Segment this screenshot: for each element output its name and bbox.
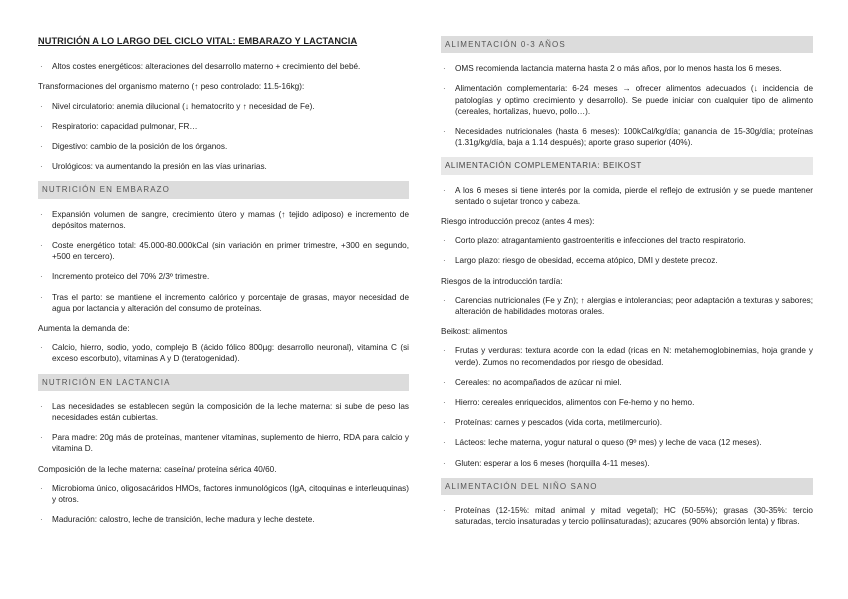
list-item (38, 342, 409, 364)
paragraph: Riesgos de la introducción tardía: (441, 276, 563, 286)
list-item-text: Nivel circulatorio: anemia dilucional (↓ hematocrito y ↑ necesidad de Fe). (52, 101, 315, 111)
list-item (38, 514, 409, 525)
list-item (441, 377, 813, 388)
list-item-text: Proteínas (12-15%: mitad animal y mitad vegetal); HC (50-55%); grasas (30-35%: tercio saturadas, tercio insaturadas y tercio poliinsaturadas); azucares (90% absorción lenta) y fibras. (455, 506, 813, 527)
bullet-icon: · (40, 121, 43, 131)
bullet-icon: · (443, 398, 446, 408)
bullet-icon: · (40, 433, 43, 443)
list-item-text: Urológicos: va aumentando la presión en las vías urinarias. (52, 162, 267, 172)
list-item-text: Respiratorio: capacidad pulmonar, FR… (52, 121, 198, 131)
bullet-icon: · (443, 256, 446, 266)
bullet-icon: · (40, 343, 43, 353)
paragraph: Composición de la leche materna: caseína/ proteína sérica 40/60. (38, 464, 277, 474)
list-item-text: Expansión volumen de sangre, crecimiento útero y mamas (↑ tejido adiposo) e incremento de depósitos maternos. (52, 209, 409, 230)
list-item (441, 458, 813, 469)
bullet-icon: · (443, 236, 446, 246)
bullet-icon: · (443, 346, 446, 356)
list-item-text: Calcio, hierro, sodio, yodo, complejo B (ácido fólico 800µg: desarrollo neuronal), vitamina C (si exceso escorbuto), vitaminas A y D (teratogenidad). (52, 343, 409, 364)
list-item-text: Necesidades nutricionales (hasta 6 meses): 100kCal/kg/día; ganancia de 15-30g/día; proteínas (1.31g/kg/día, baja a 1.14 después); aporte graso superior (40%). (455, 127, 813, 148)
list-item-text: Coste energético total: 45.000-80.000kCal (sin variación en primer trimestre, +300 en segundo, +500 en tercero). (52, 241, 409, 262)
bullet-icon: · (40, 241, 43, 251)
paragraph: Transformaciones del organismo materno (↑ peso controlado: 11.5-16kg): (38, 82, 305, 92)
bullet-icon: · (40, 272, 43, 282)
bullet-icon: · (40, 401, 43, 411)
section-header-beikost: ALIMENTACIÓN COMPLEMENTARIA: BEIKOST (441, 157, 813, 174)
section-header-alimentacion-0-3: ALIMENTACIÓN 0-3 AÑOS (441, 36, 813, 53)
section-header-lactancia: NUTRICIÓN EN LACTANCIA (38, 374, 409, 391)
list-item (38, 161, 409, 172)
list-item (38, 141, 409, 152)
embarazo-section (38, 209, 409, 365)
bullet-icon: · (443, 64, 446, 74)
paragraph: Aumenta la demanda de: (38, 324, 130, 334)
list-item (38, 101, 409, 112)
paragraph: Beikost: alimentos (441, 327, 508, 337)
list-item (441, 397, 813, 408)
alimentacion-0-3-section (441, 63, 813, 148)
lactancia-section (38, 401, 409, 526)
list-item (441, 505, 813, 527)
list-item (441, 437, 813, 448)
list-item-text: Largo plazo: riesgo de obesidad, eccema atópico, DMI y destete precoz. (455, 256, 718, 266)
list-item (441, 63, 813, 74)
list-item-text: Frutas y verduras: textura acorde con la edad (ricas en N: metahemoglobinemias, hoja grande y verde). Zumos no recomendados por riesgo de obesidad. (455, 346, 813, 367)
bullet-icon: · (40, 292, 43, 302)
bullet-icon: · (443, 438, 446, 448)
bullet-icon: · (443, 127, 446, 137)
list-item-text: OMS recomienda lactancia materna hasta 2 o más años, por lo menos hasta los 6 meses. (455, 64, 782, 74)
paragraph: Riesgo introducción precoz (antes 4 mes): (441, 217, 595, 227)
list-item (441, 83, 813, 117)
bullet-icon: · (40, 515, 43, 525)
list-item-text: Para madre: 20g más de proteínas, mantener vitaminas, suplemento de hierro, RDA para calcio y vitamina D. (52, 433, 409, 454)
list-item (441, 126, 813, 148)
bullet-icon: · (443, 295, 446, 305)
list-item (441, 255, 813, 266)
list-item (38, 432, 409, 454)
bullet-icon: · (40, 209, 43, 219)
list-item-text: Maduración: calostro, leche de transición, leche madura y leche destete. (52, 515, 315, 525)
list-item (38, 292, 409, 314)
bullet-icon: · (40, 62, 43, 72)
bullet-icon: · (443, 84, 446, 94)
list-item (38, 209, 409, 231)
list-item-text: Gluten: esperar a los 6 meses (horquilla 4-11 meses). (455, 458, 650, 468)
list-item (441, 295, 813, 317)
bullet-icon: · (443, 506, 446, 516)
intro-section (38, 61, 409, 172)
bullet-icon: · (40, 142, 43, 152)
list-item-text: Alimentación complementaria: 6-24 meses → ofrecer alimentos adecuados (↓ incidencia de patologías y optimo crecimiento y desarrollo). Se puede iniciar con cualquier tipo de alimento (cereales, hortalizas, huevo, pollo…). (455, 84, 813, 116)
list-item-text: Incremento proteico del 70% 2/3º trimestre. (52, 272, 210, 282)
bullet-icon: · (40, 483, 43, 493)
section-header-embarazo: NUTRICIÓN EN EMBARAZO (38, 181, 409, 198)
list-item (38, 401, 409, 423)
list-item-text: Microbioma único, oligosacáridos HMOs, factores inmunológicos (IgA, citoquinas e interleuquinas) y otros. (52, 483, 409, 505)
bullet-icon: · (443, 458, 446, 468)
beikost-section (441, 185, 813, 469)
list-item-text: Las necesidades se establecen según la composición de la leche materna: si sube de peso las necesidades están cubiertas. (52, 401, 409, 423)
bullet-icon: · (443, 418, 446, 428)
list-item-text: Tras el parto: se mantiene el incremento calórico y porcentaje de grasas, mayor necesidad de agua por lactancia y alteración del consumo de proteínas. (52, 292, 409, 313)
list-item-text: Digestivo: cambio de la posición de los órganos. (52, 142, 228, 152)
list-item-text: Cereales: no acompañados de azúcar ni miel. (455, 377, 622, 387)
bullet-icon: · (40, 101, 43, 111)
nino-sano-section (441, 505, 813, 527)
list-item (441, 417, 813, 428)
list-item (38, 271, 409, 282)
list-item (441, 185, 813, 207)
list-item-text: Lácteos: leche materna, yogur natural o queso (9º mes) y leche de vaca (12 meses). (455, 438, 762, 448)
list-item-text: Corto plazo: atragantamiento gastroenteritis e infecciones del tracto respiratorio. (455, 236, 746, 246)
list-item (38, 121, 409, 132)
bullet-icon: · (443, 185, 446, 195)
list-item-text: Proteínas: carnes y pescados (vida corta, metilmercurio). (455, 418, 663, 428)
list-item (441, 235, 813, 246)
list-item-text: A los 6 meses si tiene interés por la comida, pierde el reflejo de extrusión y se puede mantener sentado o sujetar tronco y cabeza. (455, 185, 813, 206)
left-column (38, 36, 409, 534)
list-item-text: Hierro: cereales enriquecidos, alimentos con Fe-hemo y no hemo. (455, 398, 695, 408)
section-header-nino-sano: ALIMENTACIÓN DEL NIÑO SANO (441, 478, 813, 495)
list-item (441, 345, 813, 367)
list-item (38, 240, 409, 262)
list-item-text: Carencias nutricionales (Fe y Zn); ↑ alergias e intolerancias; peor adaptación a texturas y sabores; alteración de habilidades motoras orales. (455, 295, 813, 317)
document-title: NUTRICIÓN A LO LARGO DEL CICLO VITAL: EMBARAZO Y LACTANCIA (38, 36, 358, 46)
list-item (38, 61, 409, 72)
bullet-icon: · (443, 377, 446, 387)
right-column (441, 36, 813, 536)
list-item-text: Altos costes energéticos: alteraciones del desarrollo materno + crecimiento del bebé. (52, 62, 361, 72)
list-item (38, 483, 409, 505)
bullet-icon: · (40, 162, 43, 172)
